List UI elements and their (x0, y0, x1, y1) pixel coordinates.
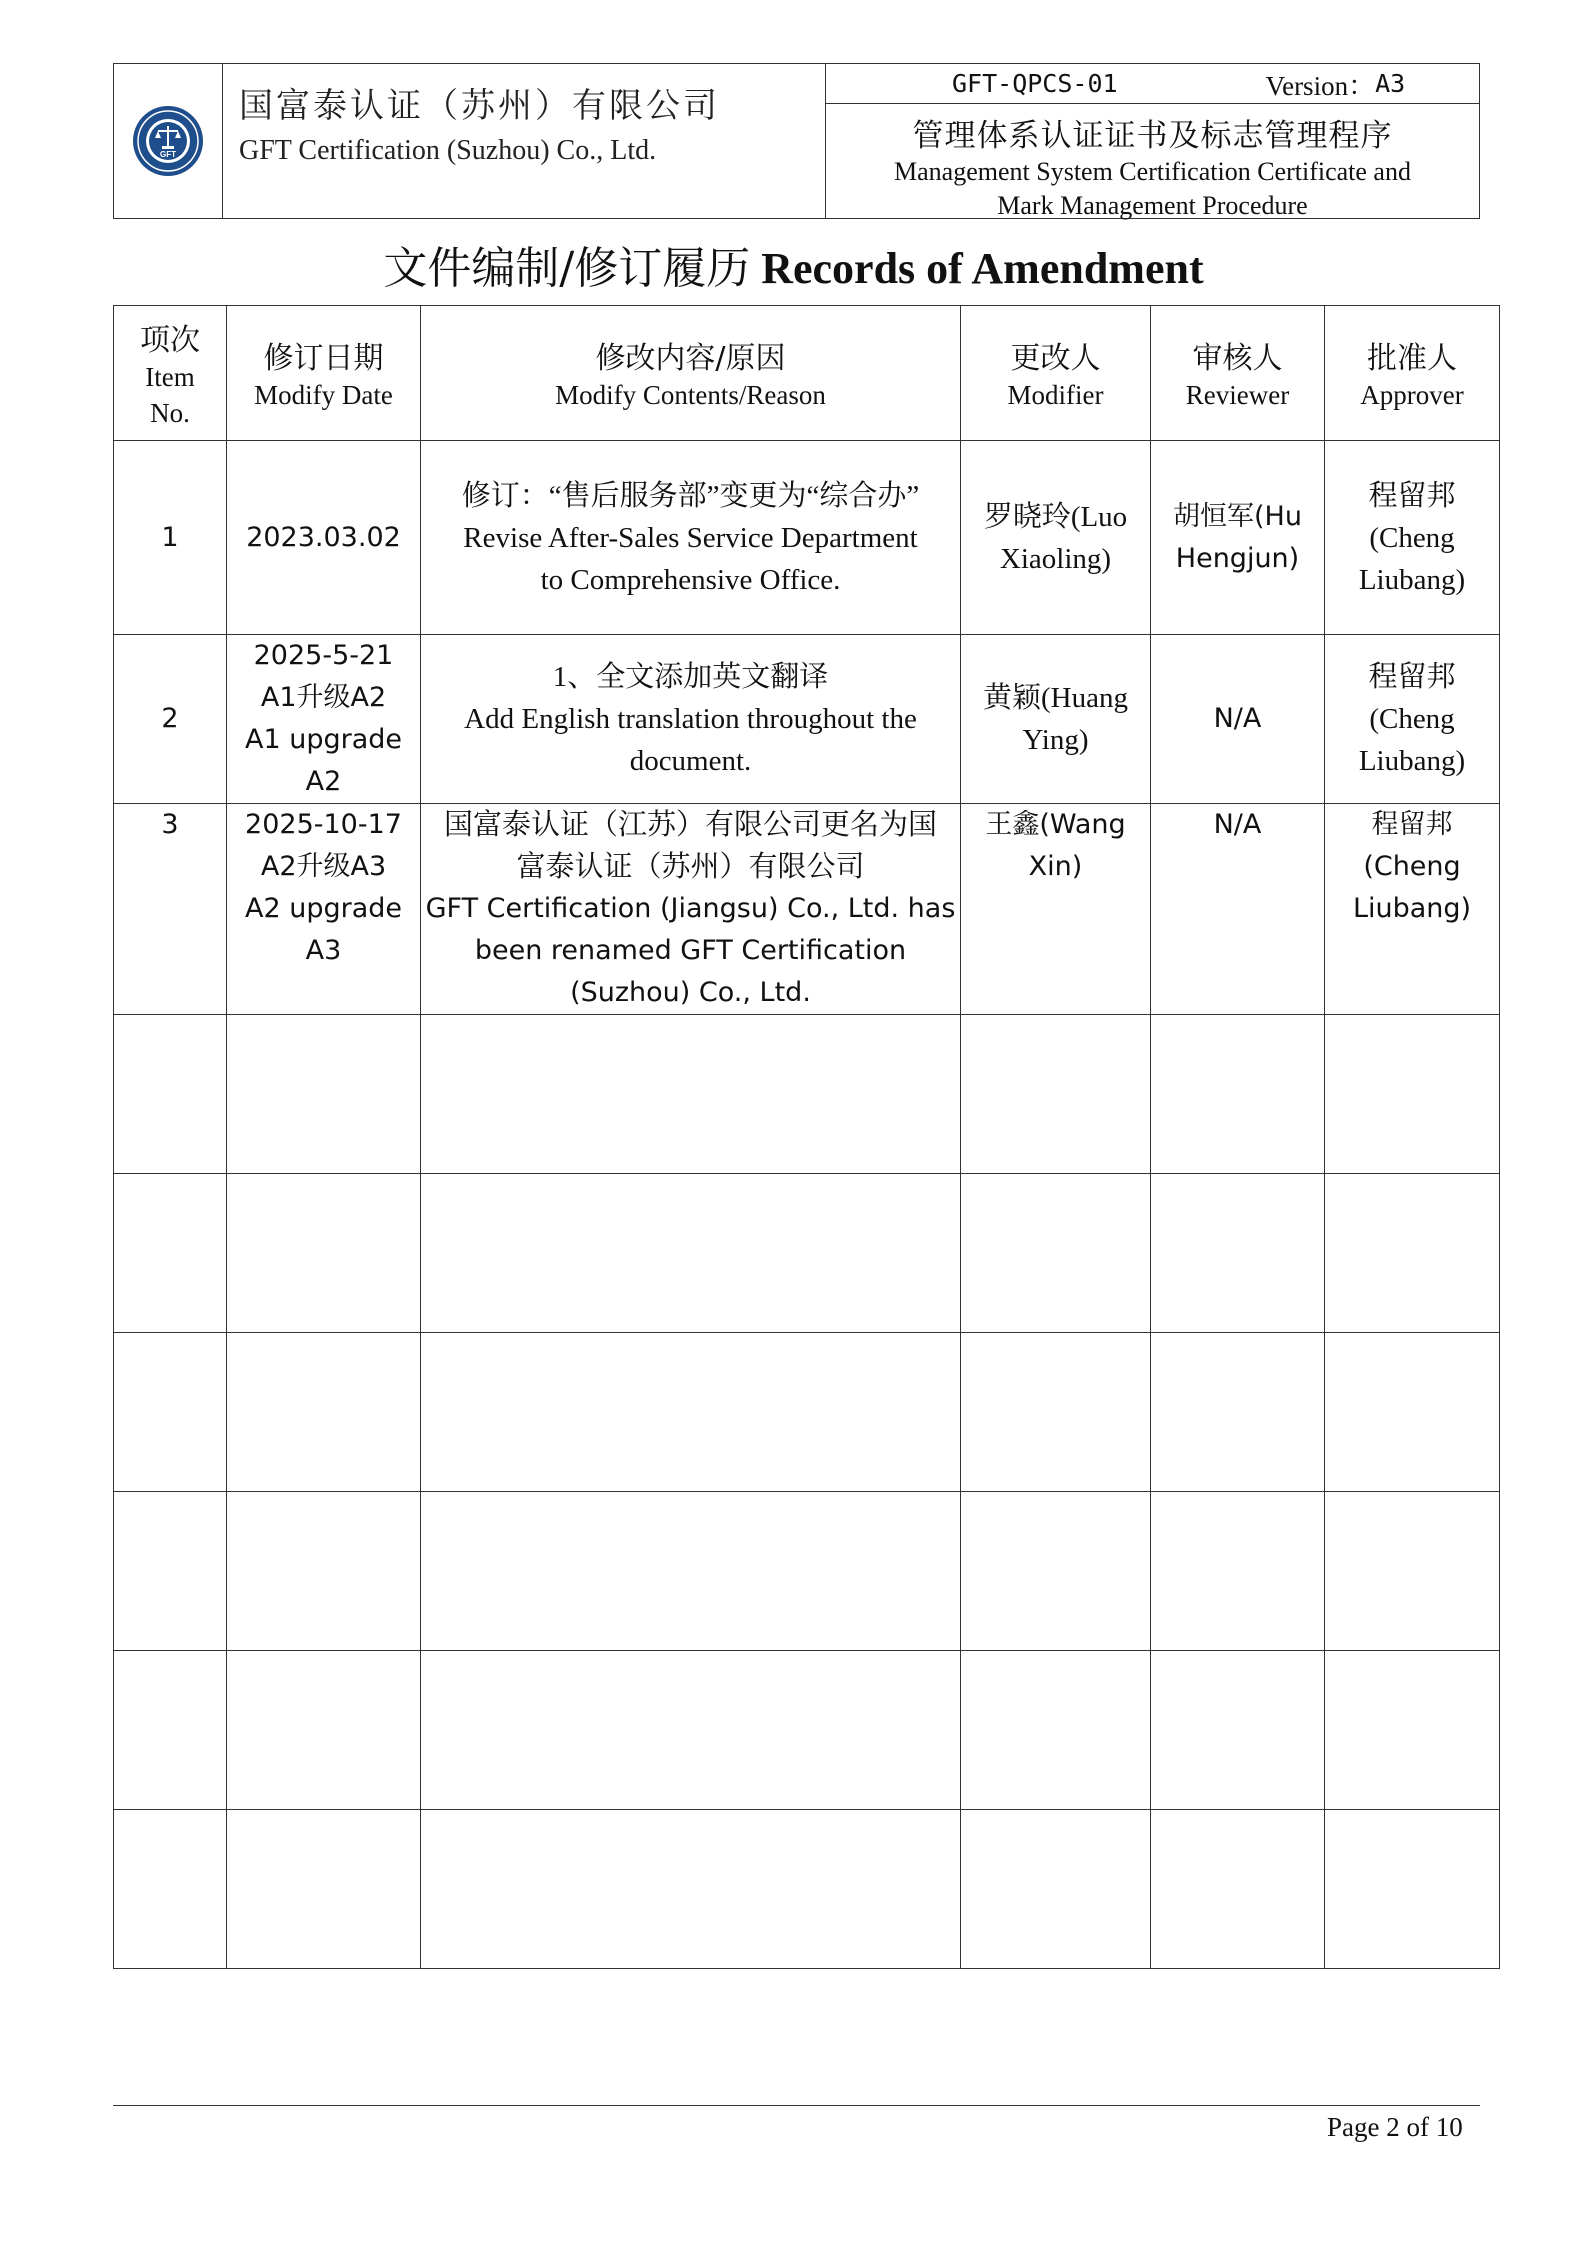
company-name-en: GFT Certification (Suzhou) Co., Ltd. (239, 135, 657, 166)
content-line: to Comprehensive Office. (540, 563, 841, 596)
page-number: Page 2 of 10 (1327, 2112, 1463, 2142)
page-title (0, 232, 1587, 296)
svg-text:GFT: GFT (160, 150, 176, 159)
date-line: A3 (305, 935, 342, 966)
table-row-empty (114, 1174, 1500, 1333)
approver-line: Liubang) (1358, 745, 1466, 777)
modifier-line: 罗晓玲(Luo (983, 500, 1128, 533)
date-line: A1 upgrade (244, 724, 403, 755)
reviewer-cell (1151, 441, 1325, 635)
doc-title-cn: 管理体系认证证书及标志管理程序 (912, 118, 1393, 154)
gft-seal-icon (131, 104, 205, 178)
header-date: 修订日期 Modify Date (227, 306, 421, 441)
table-row-empty (114, 1810, 1500, 1969)
date-cell (227, 441, 421, 635)
table-row-empty (114, 1492, 1500, 1651)
content-line: (Suzhou) Co., Ltd. (570, 977, 811, 1008)
modifier-line: Xin) (1028, 851, 1083, 882)
version-value: A3 (1375, 69, 1406, 98)
header-reviewer: 审核人 Reviewer (1151, 306, 1325, 441)
table-row (114, 441, 1500, 635)
approver-cell (1325, 635, 1500, 804)
approver-line: 程留邦 (1368, 661, 1456, 693)
content-line: 1、全文添加英文翻译 (552, 661, 829, 693)
item-line: 3 (161, 809, 179, 840)
reviewer-line: 胡恒军(Hu (1173, 500, 1302, 532)
company-name-cn: 国富泰认证（苏州）有限公司 (239, 86, 720, 126)
amendment-rows (114, 441, 1500, 1015)
reviewer-line: Hengjun) (1175, 542, 1300, 574)
content-line: GFT Certification (Jiangsu) Co., Ltd. has (425, 893, 956, 924)
approver-line: Liubang) (1352, 893, 1472, 924)
modifier-line: 黄颖(Huang (983, 682, 1128, 714)
content-line: been renamed GFT Certification (474, 935, 907, 966)
doc-title-block (826, 104, 1479, 223)
content-cell (421, 441, 961, 635)
approver-line: Liubang) (1358, 563, 1466, 596)
version-label: Version： (1265, 71, 1376, 101)
doc-code-row (826, 64, 1479, 104)
approver-line: (Cheng (1369, 521, 1455, 554)
amendment-table (113, 305, 1500, 1969)
date-line: A2 upgrade (244, 893, 403, 924)
item-cell (114, 804, 227, 1015)
table-row-empty (114, 1333, 1500, 1492)
page-title-en: Records of Amendment (761, 244, 1204, 293)
date-line: 2023.03.02 (246, 521, 401, 553)
item-line: 1 (161, 521, 179, 553)
table-row-empty (114, 1015, 1500, 1174)
date-line: 2025-5-21 (253, 640, 394, 671)
footer-divider (113, 2105, 1480, 2106)
reviewer-cell (1151, 804, 1325, 1015)
header-modifier: 更改人 Modifier (961, 306, 1151, 441)
table-row (114, 804, 1500, 1015)
date-line: 2025-10-17 (245, 809, 402, 840)
content-cell (421, 635, 961, 804)
date-cell (227, 635, 421, 804)
approver-line: 程留邦 (1371, 809, 1453, 840)
header-approver: 批准人 Approver (1325, 306, 1500, 441)
content-line: 修订：“售后服务部”变更为“综合办” (461, 479, 920, 512)
table-header-row (114, 306, 1500, 441)
approver-cell (1325, 804, 1500, 1015)
reviewer-line: N/A (1213, 703, 1262, 734)
content-line: Add English translation throughout the (464, 703, 917, 735)
approver-cell (1325, 441, 1500, 635)
company-name-cell (223, 64, 826, 218)
modifier-line: 王鑫(Wang (985, 809, 1126, 840)
date-cell (227, 804, 421, 1015)
header-item: 项次 Item No. (114, 306, 227, 441)
modifier-line: Ying) (1022, 724, 1089, 756)
doc-title-en-line2: Mark Management Procedure (997, 191, 1308, 220)
item-cell (114, 441, 227, 635)
table-row-empty (114, 1651, 1500, 1810)
date-line: A1升级A2 (260, 682, 387, 713)
approver-line: (Cheng (1363, 851, 1461, 882)
modifier-cell (961, 804, 1151, 1015)
doc-code: GFT-QPCS-01 (952, 69, 1118, 98)
date-line: A2升级A3 (260, 851, 387, 882)
content-line: 富泰认证（苏州）有限公司 (516, 851, 865, 883)
reviewer-cell (1151, 635, 1325, 804)
modifier-cell (961, 441, 1151, 635)
item-line: 2 (161, 703, 179, 734)
logo-cell (114, 64, 223, 218)
doc-title-en-line1: Management System Certification Certificate and (894, 157, 1411, 186)
content-line: document. (629, 745, 752, 777)
modifier-line: Xiaoling) (999, 542, 1112, 575)
approver-line: 程留邦 (1368, 479, 1456, 512)
date-line: A2 (305, 766, 342, 797)
content-cell (421, 804, 961, 1015)
content-line: 国富泰认证（江苏）有限公司更名为国 (443, 809, 937, 841)
document-info-cell (826, 64, 1479, 218)
modifier-cell (961, 635, 1151, 804)
header-content: 修改内容/原因 Modify Contents/Reason (421, 306, 961, 441)
reviewer-line: N/A (1213, 809, 1262, 840)
approver-line: (Cheng (1369, 703, 1455, 735)
content-line: Revise After-Sales Service Department (463, 521, 918, 554)
item-cell (114, 635, 227, 804)
page-title-cn: 文件编制/修订履历 (383, 243, 751, 294)
table-row (114, 635, 1500, 804)
document-header (113, 63, 1480, 219)
